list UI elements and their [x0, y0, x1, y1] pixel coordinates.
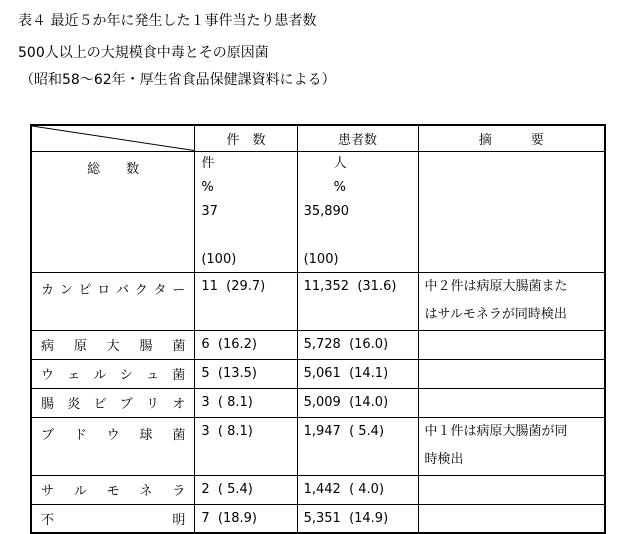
row-name: 腸 炎 ビ ブ リ オ: [41, 397, 186, 412]
header-patients: 患者数: [297, 125, 418, 151]
count-pct-unit: %: [201, 179, 214, 195]
total-patients: 35,890: [303, 203, 350, 219]
row-name-cell: [31, 272, 195, 330]
row-patients-pct: (14.0): [349, 395, 389, 410]
total-count: 37: [201, 203, 218, 219]
row-count-pct: ( 5.4): [217, 482, 253, 497]
total-patients-cell: [297, 151, 418, 272]
diagonal-header-cell: [31, 125, 195, 151]
total-label: 総 数: [87, 161, 140, 177]
row-count-cell: [195, 330, 297, 359]
row-name: ブ ド ウ 球 菌: [41, 427, 186, 443]
row-patients-cell: [297, 475, 418, 504]
row-count: 2: [201, 482, 210, 497]
row-count-pct: ( 8.1): [217, 395, 253, 410]
row-patients: 1,442: [303, 482, 341, 497]
row-patients: 1,947: [303, 423, 341, 439]
row-patients-cell: [297, 330, 418, 359]
food-poisoning-table: [30, 124, 606, 534]
row-count-cell: [195, 272, 297, 330]
total-count-pct: (100): [201, 251, 237, 267]
diagonal-line: [32, 126, 194, 151]
row-count-pct: (13.5): [217, 366, 257, 381]
row-remarks-line1: 中２件は病原大腸菌また: [424, 278, 568, 294]
row-patients: 11,352: [303, 278, 350, 294]
row-count-cell: [195, 417, 297, 475]
table-row: [31, 475, 605, 504]
row-name-cell: [31, 388, 195, 417]
row-remarks-line1: 中１件は病原大腸菌が同: [424, 423, 568, 439]
table-caption: 表４ 最近５か年に発生した１事件当たり患者数: [18, 13, 317, 29]
row-remarks-line2: はサルモネラが同時検出: [424, 307, 567, 323]
row-name-cell: [31, 475, 195, 504]
row-name: 不 明: [41, 512, 186, 528]
header-row: [31, 125, 605, 151]
row-remarks-cell: [418, 272, 605, 330]
row-remarks-cell: [418, 359, 605, 388]
row-count-pct: ( 8.1): [217, 423, 253, 439]
table-subtitle: 500人以上の大規模食中毒とその原因菌: [18, 45, 269, 61]
row-name: ウ ェ ル シ ュ 菌: [41, 368, 186, 383]
total-remarks-cell: [418, 151, 605, 272]
total-label-cell: [31, 151, 195, 272]
row-patients-pct: ( 4.0): [349, 482, 385, 497]
row-remarks-cell: [418, 475, 605, 504]
row-count-pct: (29.7): [226, 278, 266, 294]
row-count: 3: [201, 423, 210, 439]
table-row: [31, 272, 605, 330]
row-count-cell: [195, 504, 297, 533]
row-count: 7: [201, 510, 210, 526]
table-row: [31, 359, 605, 388]
row-count: 5: [201, 366, 210, 381]
table-row: [31, 388, 605, 417]
row-patients: 5,728: [303, 337, 341, 352]
total-patients-pct: (100): [303, 251, 339, 267]
row-count: 6: [201, 337, 210, 352]
row-patients-pct: (31.6): [357, 278, 397, 294]
row-name: サ ル モ ネ ラ: [41, 484, 186, 499]
row-patients-cell: [297, 504, 418, 533]
row-name-cell: [31, 504, 195, 533]
row-patients-pct: ( 5.4): [349, 423, 385, 439]
header-remarks: 摘 要: [418, 125, 605, 151]
row-name-cell: [31, 330, 195, 359]
row-patients-cell: [297, 272, 418, 330]
patient-unit: 人: [333, 155, 347, 171]
row-remarks-cell: [418, 330, 605, 359]
header-count: 件 数: [195, 125, 297, 151]
table-row: [31, 504, 605, 533]
row-count-cell: [195, 359, 297, 388]
row-count-cell: [195, 388, 297, 417]
row-remarks-cell: [418, 417, 605, 475]
row-patients: 5,061: [303, 366, 341, 381]
row-name-cell: [31, 359, 195, 388]
total-row: [31, 151, 605, 272]
row-count: 3: [201, 395, 210, 410]
row-patients-pct: (14.1): [349, 366, 389, 381]
row-name-cell: [31, 417, 195, 475]
row-patients: 5,009: [303, 395, 341, 410]
row-patients-cell: [297, 388, 418, 417]
row-remarks-line2: 時検出: [424, 452, 464, 468]
row-remarks-cell: [418, 388, 605, 417]
row-patients-cell: [297, 417, 418, 475]
row-count-pct: (16.2): [217, 337, 257, 352]
row-name: カ ン ピ ロ バ ク タ ー: [41, 282, 186, 298]
table-row: [31, 417, 605, 475]
table-row: [31, 330, 605, 359]
row-patients-pct: (14.9): [349, 510, 389, 526]
row-patients-cell: [297, 359, 418, 388]
count-unit: 件: [201, 155, 215, 171]
row-remarks-cell: [418, 504, 605, 533]
patient-pct-unit: %: [333, 179, 346, 195]
row-patients: 5,351: [303, 510, 341, 526]
total-count-cell: [195, 151, 297, 272]
table-source-note: （昭和58〜62年・厚生省食品保健課資料による）: [20, 72, 336, 88]
row-count: 11: [201, 278, 218, 294]
row-patients-pct: (16.0): [349, 337, 389, 352]
row-count-pct: (18.9): [217, 510, 257, 526]
row-count-cell: [195, 475, 297, 504]
row-name: 病 原 大 腸 菌: [41, 339, 186, 354]
